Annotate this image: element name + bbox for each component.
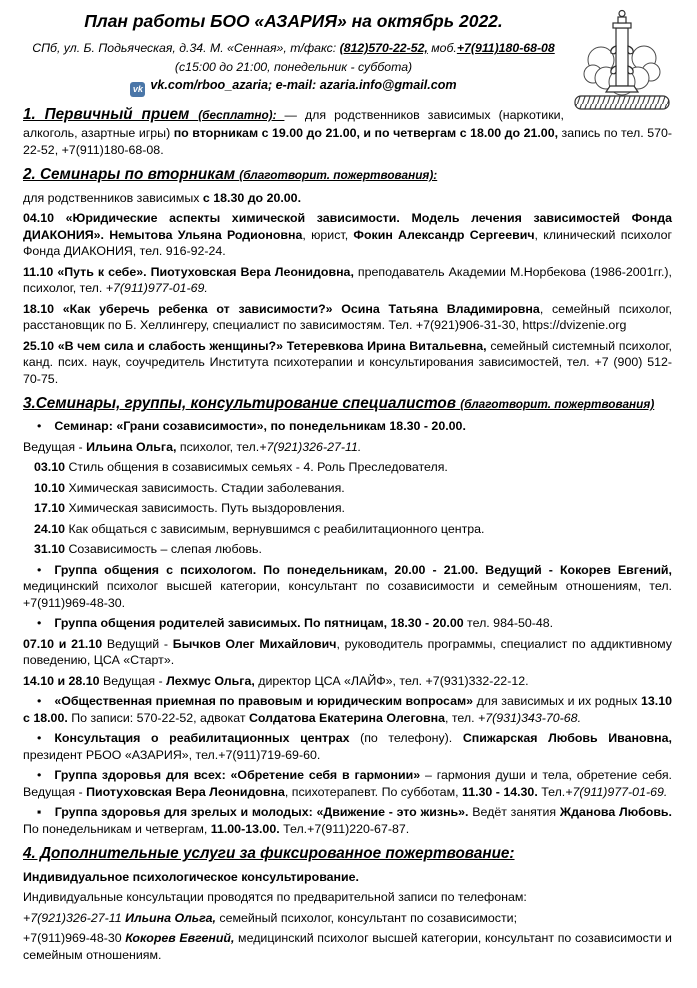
- seminar-facets-bullet: [23, 418, 672, 435]
- event-18-10: [23, 301, 672, 334]
- text-segment: +7(911)180-68-08: [456, 41, 555, 56]
- text-segment: (бесплатно):: [198, 107, 285, 122]
- text-segment: 24.10: [34, 521, 69, 536]
- text-segment: +7(911)969-48-30: [23, 931, 126, 946]
- text-segment: 11.00-13.00.: [210, 821, 280, 836]
- text-segment: семейный системный психолог, канд. псих. наук, соучредитель Института психотерапии и консультирования зависимостей, тел. +7 (900) 512-70-75.: [23, 338, 672, 386]
- text-segment: 3.Семинары, группы, консультирование специалистов: [23, 395, 461, 413]
- bullet-marker: •: [37, 768, 42, 783]
- section-2-intro: [23, 190, 672, 207]
- working-hours: (с15:00 до 21:00, понедельник - суббота): [174, 59, 413, 74]
- rostral-column-icon: [572, 8, 672, 112]
- text-segment: vk.com/rboo_azaria; e-mail: azaria.info@gmail.com: [150, 77, 457, 92]
- bullet-marker: ▪: [37, 805, 42, 820]
- text-segment: для зависимых и их родных: [473, 694, 641, 709]
- text-segment: Тел.: [537, 784, 566, 799]
- text-segment: , юрист,: [302, 227, 354, 242]
- text-segment: , психотерапевт. По субботам,: [284, 784, 462, 799]
- azaria-logo: [572, 8, 672, 112]
- text-segment: (812)570-22-52,: [339, 41, 428, 56]
- text-segment: Фокин Александр Сергеевич: [353, 227, 535, 242]
- text-segment: – гармония души и тела, обретение себя. Ведущая -: [23, 768, 672, 799]
- bullet-marker: •: [37, 562, 42, 577]
- text-segment: Пиотуховская Вера Леонидовна: [86, 784, 285, 799]
- text-segment: , руководитель программы, специалист по аддиктивному поведению, ЦСА «Старт».: [23, 636, 672, 668]
- text-segment: президент РБОО «АЗАРИЯ», тел.+7(911)719-69-60.: [23, 747, 321, 762]
- text-segment: 10.10: [34, 480, 69, 495]
- text-segment: , клинический психолог Фонда ДИАКОНИЯ, тел. 916-92-24.: [23, 227, 672, 259]
- text-segment: с 18.30 до 20.00.: [202, 190, 302, 205]
- text-segment: запись по тел. 570-22-52, +7(911)180-68-08.: [23, 126, 672, 157]
- text-segment: 03.10: [34, 460, 69, 475]
- text-segment: 14.10 и 28.10: [23, 673, 100, 688]
- section-1-paragraph: [23, 105, 672, 158]
- individual-consulting-title: [23, 869, 672, 886]
- text-segment: По записи: 570-22-52, адвокат: [67, 710, 249, 725]
- text-segment: Кокорев Евгений,: [125, 931, 235, 946]
- text-segment: 18.10 «Как уберечь ребенка от зависимости?» Осина Татьяна Владимировна: [23, 301, 540, 316]
- text-segment: Консультация о реабилитационных центрах: [54, 731, 350, 746]
- text-segment: Ильина Ольга,: [125, 910, 216, 925]
- text-segment: Семинар: «Грани созависимости», по понедельникам 18.30 - 20.00.: [54, 419, 466, 434]
- rehab-consultation: [23, 730, 672, 763]
- event-11-10: [23, 264, 672, 297]
- text-segment: Лехмус Ольга,: [166, 673, 255, 688]
- text-segment: Химическая зависимость. Стадии заболевания.: [68, 480, 345, 495]
- text-segment: , семейный психолог, расстановщик по Б. Хеллингеру, специалист по зависимостям. Тел. +7(921)906-31-30, https://dvizenie.org: [23, 301, 673, 333]
- text-segment: 4. Дополнительные услуги за фиксированное пожертвование:: [23, 845, 515, 863]
- text-segment: Индивидуальное психологическое консультирование.: [23, 869, 359, 884]
- text-segment: (благотворит. пожертвования):: [239, 168, 438, 183]
- text-segment: психолог, тел.: [176, 439, 260, 454]
- text-segment: +7(911)977-01-69.: [105, 281, 208, 296]
- text-segment: Группа здоровья для зрелых и молодых: «Движение - это жизнь».: [54, 805, 469, 820]
- text-segment: 25.10 «В чем сила и слабость женщины?» Тетеревкова Ирина Витальевна,: [23, 338, 487, 353]
- text-segment: +7(931)343-70-68.: [478, 710, 582, 725]
- contact-kokorev: [23, 930, 672, 963]
- text-segment: По понедельникам и четвергам,: [23, 821, 211, 836]
- schedule-item-10-10: [23, 480, 672, 497]
- health-group-active: [23, 804, 672, 837]
- seminar-facets-host: [23, 439, 672, 456]
- text-segment: Солдатова Екатерина Олеговна: [248, 710, 446, 725]
- text-segment: 04.10 «Юридические аспекты химической зависимости. Модель лечения зависимостей Фонда ДИАКОНИЯ». Немытова Ульяна Родионовна: [23, 211, 672, 242]
- text-segment: Спижарская Любовь Ивановна,: [462, 731, 672, 746]
- text-segment: +7(911)977-01-69.: [565, 784, 668, 799]
- individual-consulting-intro: [23, 889, 672, 906]
- bullet-marker: •: [37, 616, 42, 631]
- schedule-item-17-10: [23, 500, 672, 517]
- text-segment: Ведущая -: [23, 439, 87, 454]
- text-segment: 11.10 «Путь к себе». Пиотуховская Вера Леонидовна,: [23, 264, 354, 279]
- text-segment: Химическая зависимость. Путь выздоровления.: [68, 501, 345, 516]
- bullet-marker: •: [37, 419, 42, 434]
- text-segment: Созависимость – слепая любовь.: [68, 542, 262, 557]
- text-segment: Как общаться с зависимым, вернувшимся с реабилитационного центра.: [68, 521, 485, 536]
- text-segment: Ильина Ольга,: [86, 439, 177, 454]
- text-segment: (благотворит. пожертвования): [460, 397, 655, 412]
- schedule-item-24-10: [23, 521, 672, 538]
- section-4-heading: [23, 844, 672, 864]
- public-reception: [23, 693, 672, 726]
- text-segment: 07.10 и 21.10: [23, 636, 103, 651]
- text-segment: «Общественная приемная по правовым и юридическим вопросам»: [54, 694, 474, 709]
- text-segment: Индивидуальные консультации проводятся по предварительной записи по телефонам:: [23, 890, 527, 905]
- text-segment: Ведущая -: [99, 673, 167, 688]
- web-email-text: [150, 78, 456, 92]
- section-3-heading: [23, 394, 672, 414]
- text-segment: тел. 984-50-48.: [463, 616, 554, 631]
- page-title: План работы БОО «АЗАРИЯ» на октябрь 2022.: [84, 11, 503, 31]
- group-parents: [23, 615, 672, 632]
- text-segment: 13.10 с 18.00.: [23, 694, 672, 725]
- text-segment: семейный психолог, консультант по созависимости;: [215, 910, 518, 925]
- text-segment: по вторникам с 19.00 до 21.00, и по четвергам с 18.00 до 21.00,: [173, 126, 559, 141]
- bullet-marker: •: [37, 694, 42, 709]
- text-segment: Бычков Олег Михайлович: [172, 636, 337, 651]
- event-07-10-21-10: [23, 636, 672, 669]
- text-segment: , тел.: [445, 710, 479, 725]
- text-segment: 1. Первичный прием: [23, 105, 199, 123]
- section-2-heading: [23, 165, 672, 185]
- bullet-marker: •: [37, 731, 42, 746]
- group-psychologist: [23, 562, 672, 612]
- text-segment: 2. Семинары по вторникам: [23, 166, 240, 184]
- text-segment: +7(921)326-27-11: [23, 910, 126, 925]
- text-segment: 11.30 - 14.30.: [461, 784, 538, 799]
- text-segment: для родственников зависимых: [23, 190, 203, 205]
- text-segment: директор ЦСА «ЛАЙФ», тел. +7(931)332-22-12.: [254, 673, 529, 688]
- text-segment: +7(921)326-27-11.: [259, 439, 362, 454]
- document-blocks: [23, 105, 672, 963]
- event-04-10: [23, 210, 672, 260]
- text-segment: медицинский психолог высшей категории, консультант по созависимости и семейным отношениям, тел. +7(911)969-48-30.: [23, 579, 672, 610]
- event-25-10: [23, 338, 672, 388]
- text-segment: Группа общения родителей зависимых. По пятницам, 18.30 - 20.00: [54, 616, 464, 631]
- text-segment: Ведёт занятия: [468, 805, 560, 820]
- vk-icon: vk: [130, 82, 145, 97]
- text-segment: Ведущий -: [102, 636, 173, 651]
- text-segment: Жданова Любовь.: [559, 805, 672, 820]
- text-segment: (по телефону).: [349, 731, 463, 746]
- event-14-10-28-10: [23, 673, 672, 690]
- text-segment: Стиль общения в созависимых семьях - 4. Роль Преследователя.: [68, 460, 448, 475]
- text-segment: 31.10: [34, 542, 69, 557]
- health-group-all: [23, 767, 672, 800]
- text-segment: Группа общения с психологом. По понедельникам, 20.00 - 21.00. Ведущий - Кокорев Евгений,: [54, 562, 672, 577]
- schedule-item-03-10: [23, 459, 672, 476]
- schedule-item-31-10: [23, 541, 672, 558]
- text-segment: СПб, ул. Б. Подьяческая, д.34. М. «Сенная», т/факс:: [32, 41, 340, 56]
- text-segment: — для родственников зависимых (наркотики, алкоголь, азартные игры): [23, 107, 564, 141]
- text-segment: моб.: [427, 41, 457, 56]
- text-segment: 17.10: [34, 501, 69, 516]
- contact-ilina: [23, 910, 672, 927]
- text-segment: преподаватель Академии М.Норбекова (1986-2001гг.), психолог, тел.: [23, 264, 672, 296]
- text-segment: Тел.+7(911)220-67-87.: [279, 821, 410, 836]
- text-segment: Группа здоровья для всех: «Обретение себя в гармонии»: [54, 768, 421, 783]
- text-segment: медицинский психолог высшей категории, консультант по созависимости и семейным отношениям.: [23, 931, 672, 962]
